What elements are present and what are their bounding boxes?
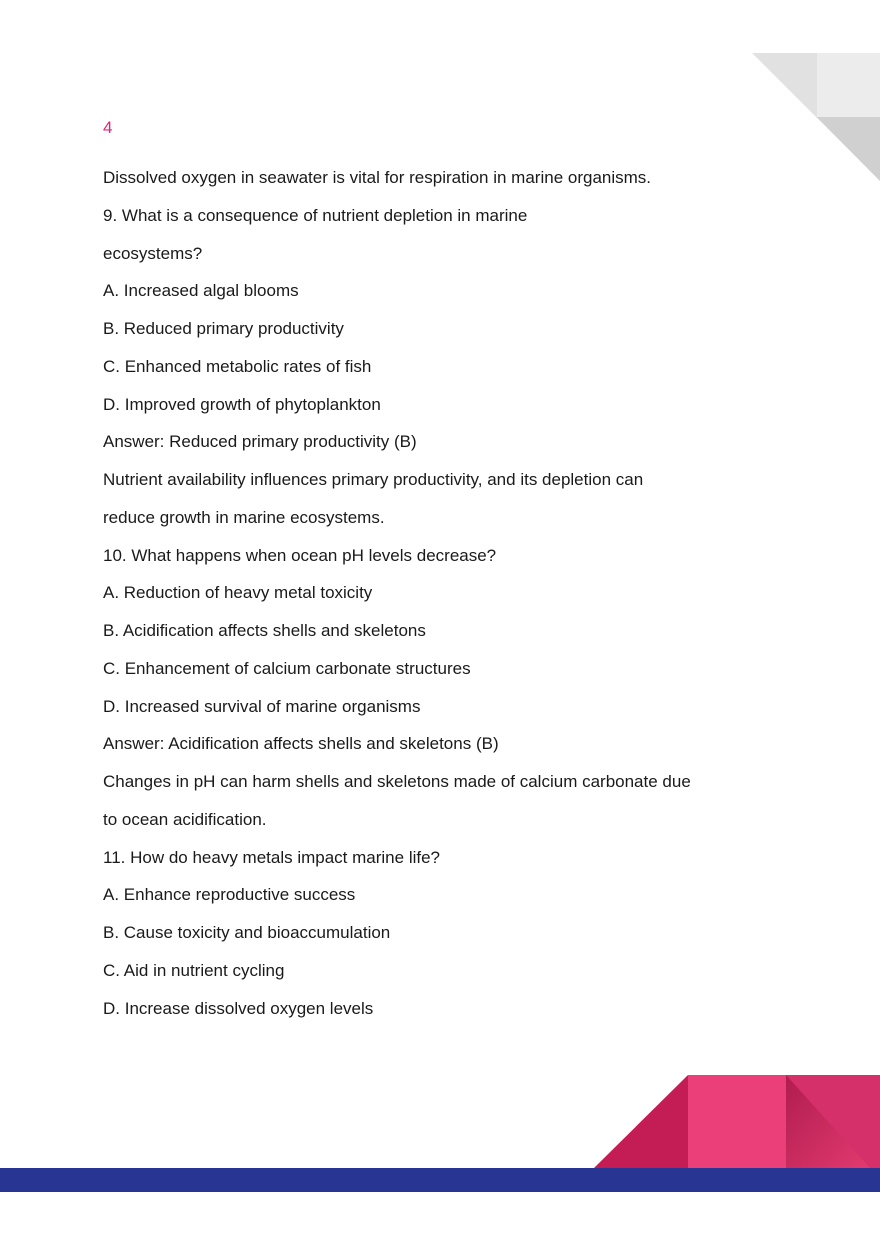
option-d: D. Increase dissolved oxygen levels — [103, 998, 374, 1018]
document-body — [103, 168, 763, 1036]
option-a: A. Increased algal blooms — [103, 281, 299, 301]
option-c: C. Aid in nutrient cycling — [103, 960, 285, 980]
footer-bar — [0, 1168, 880, 1192]
question-9: 9. What is a consequence of nutrient depletion in marine — [103, 205, 528, 225]
explanation: Nutrient availability influences primary productivity, and its depletion can — [103, 470, 644, 489]
option-a: A. Enhance reproductive success — [103, 885, 356, 905]
option-a: A. Reduction of heavy metal toxicity — [103, 583, 373, 603]
answer: Answer: Acidification affects shells and skeletons (B) — [103, 734, 499, 754]
explanation: Changes in pH can harm shells and skeletons made of calcium carbonate due — [103, 772, 691, 791]
explanation-continued: to ocean acidification. — [103, 809, 267, 829]
explanation-continued: reduce growth in marine ecosystems. — [103, 507, 385, 527]
option-b: B. Acidification affects shells and skeletons — [103, 621, 426, 640]
answer: Answer: Reduced primary productivity (B) — [103, 432, 417, 452]
question-10: 10. What happens when ocean pH levels decrease? — [103, 545, 497, 565]
option-b: B. Cause toxicity and bioaccumulation — [103, 923, 391, 942]
option-c: C. Enhancement of calcium carbonate structures — [103, 658, 471, 678]
option-d: D. Increased survival of marine organisms — [103, 696, 421, 716]
page-number: 4 — [103, 118, 113, 137]
option-b: B. Reduced primary productivity — [103, 319, 344, 338]
question-11: 11. How do heavy metals impact marine life? — [103, 847, 441, 867]
option-d: D. Improved growth of phytoplankton — [103, 394, 381, 414]
question-9-continued: ecosystems? — [103, 243, 203, 263]
option-c: C. Enhanced metabolic rates of fish — [103, 356, 372, 376]
body-text: Dissolved oxygen in seawater is vital for respiration in marine organisms. — [103, 168, 652, 187]
